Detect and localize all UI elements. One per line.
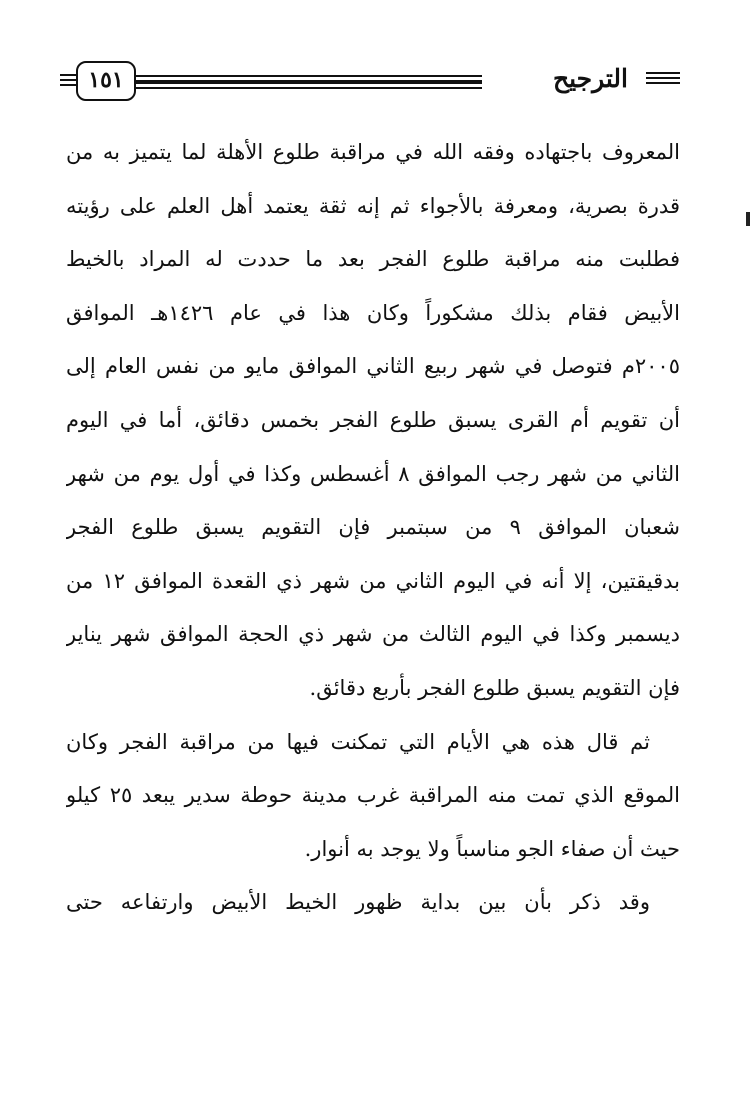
- text-line: أن تقويم أم القرى يسبق طلوع الفجر بخمس دقائق، أما في اليوم: [66, 407, 680, 432]
- text-line: ٢٠٠٥م فتوصل في شهر ربيع الثاني الموافق مايو من نفس العام إلى: [66, 354, 680, 379]
- page-number: ١٥١: [76, 61, 136, 101]
- text-line: شعبان الموافق ٩ من سبتمبر فإن التقويم يسبق طلوع الفجر: [66, 515, 680, 540]
- text-line: ديسمبر وكذا في اليوم الثالث من شهر ذي الحجة الموافق شهر يناير: [66, 622, 680, 647]
- text-line: المعروف باجتهاده وفقه الله في مراقبة طلوع الأهلة لما يتميز به من: [66, 140, 680, 164]
- text-line: الأبيض فقام بذلك مشكوراً وكان هذا في عام ١٤٢٦هـ الموافق: [66, 300, 680, 325]
- text-line: وقد ذكر بأن بين بداية ظهور الخيط الأبيض وارتفاعه حتى: [66, 890, 650, 915]
- text-line: ثم قال هذه هي الأيام التي تمكنت فيها من مراقبة الفجر وكان: [66, 729, 650, 754]
- text-line: فطلبت منه مراقبة طلوع الفجر بعد ما حددت له المراد بالخيط: [66, 247, 680, 272]
- body-text: [66, 126, 680, 930]
- text-line: الثاني من شهر رجب الموافق ٨ أغسطس وكذا في أول يوم من شهر: [66, 461, 680, 486]
- page-header: [60, 62, 680, 112]
- margin-mark: [746, 212, 750, 226]
- title-ornament-icon: [646, 72, 680, 84]
- text-line: فإن التقويم يسبق طلوع الفجر بأربع دقائق.: [309, 675, 680, 700]
- text-line: حيث أن صفاء الجو مناسباً ولا يوجد به أنوار.: [304, 836, 680, 861]
- text-line: قدرة بصرية، ومعرفة بالأجواء ثم إنه ثقة يعتمد أهل العلم على رؤيته: [66, 193, 680, 218]
- text-line: بدقيقتين، إلا أنه في اليوم الثاني من شهر ذي القعدة الموافق ١٢ من: [66, 568, 680, 593]
- text-line: الموقع الذي تمت منه المراقبة غرب مدينة حوطة سدير يبعد ٢٥ كيلو: [66, 783, 680, 808]
- chapter-title: الترجيح: [552, 64, 628, 93]
- header-rule: [134, 75, 482, 87]
